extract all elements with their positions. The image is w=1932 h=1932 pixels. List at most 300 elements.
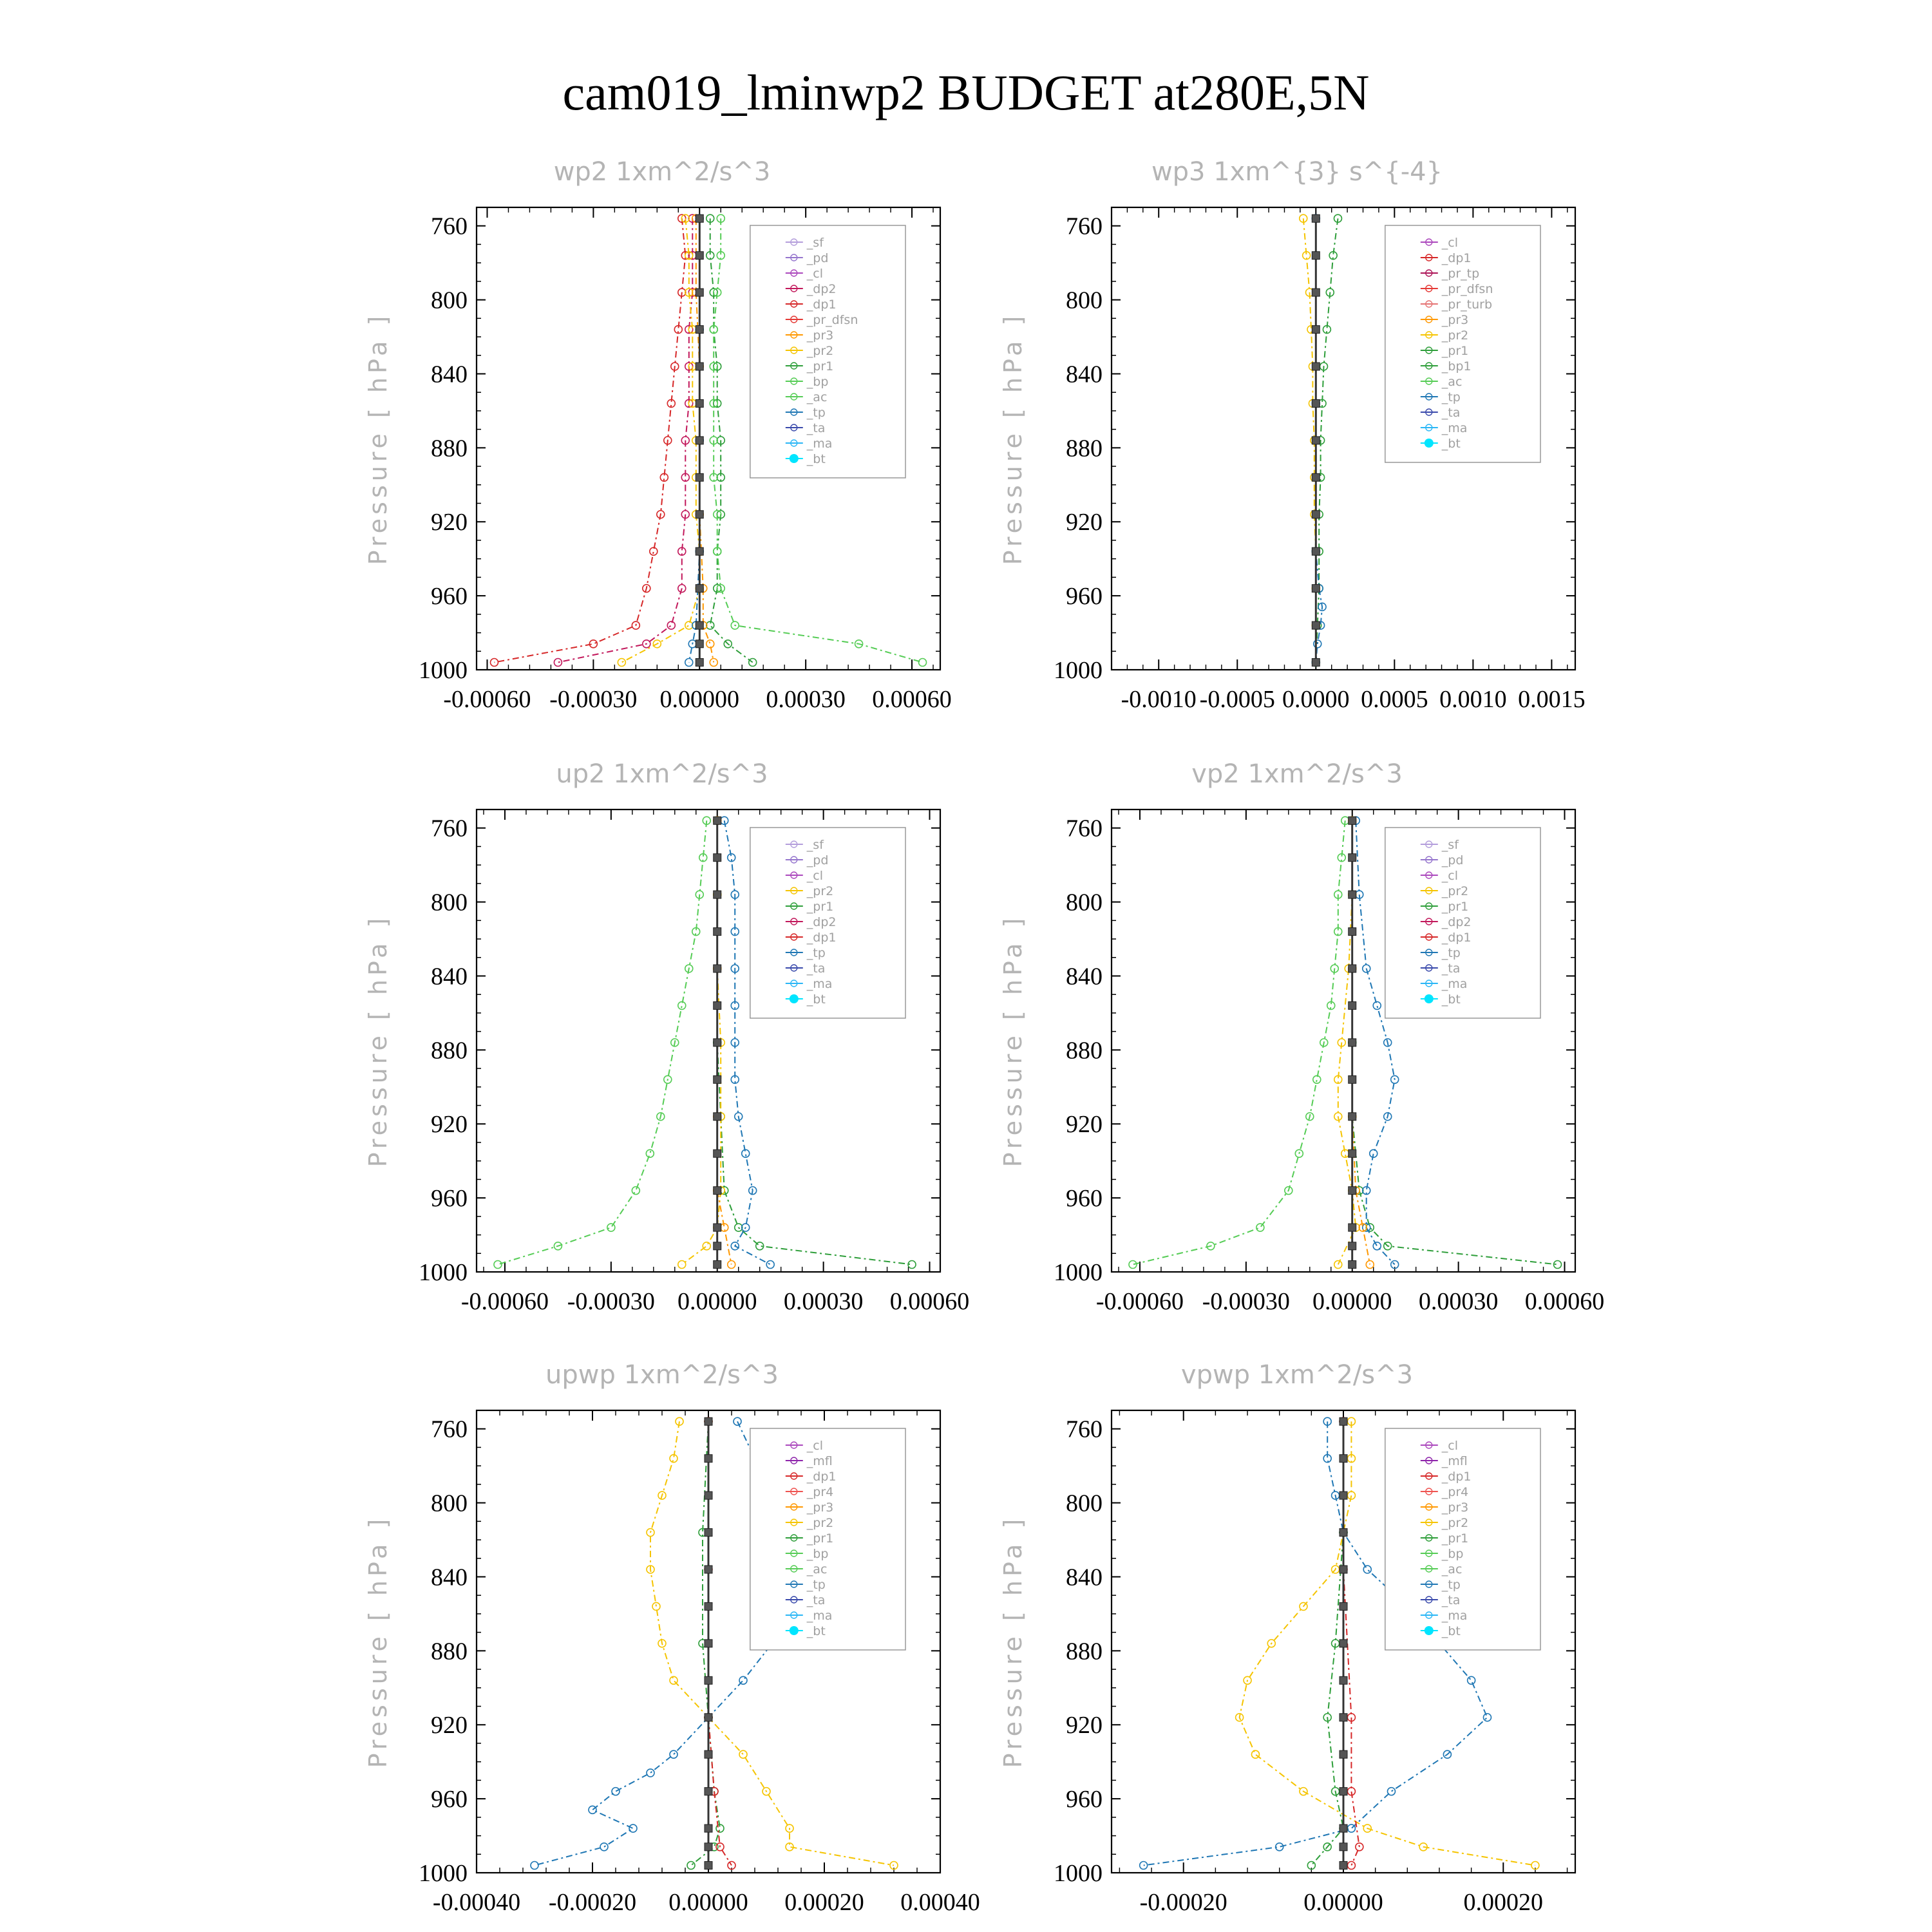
- series-point-bt: [696, 640, 703, 648]
- series-point-bt: [1312, 289, 1320, 296]
- series-point-bt: [714, 1150, 721, 1157]
- y-tick-label: 920: [1066, 509, 1103, 536]
- x-tick-label: -0.00060: [443, 686, 531, 713]
- legend-entry: _pr3: [1441, 313, 1469, 327]
- series-point-bt: [705, 1529, 712, 1537]
- legend-entry: _sf: [806, 838, 824, 852]
- legend-entry: _tp: [806, 406, 826, 420]
- y-tick-label: 920: [431, 509, 468, 536]
- legend-entry: _pr_tp: [1441, 267, 1480, 281]
- series-point-bt: [1349, 1242, 1356, 1250]
- y-tick-label: 760: [431, 815, 468, 842]
- series-point-bt: [705, 1862, 712, 1870]
- panel-title: wp3 1xm^{3} s^{-4}: [1151, 157, 1443, 187]
- series-point-bt: [705, 1843, 712, 1851]
- y-tick-label: 1000: [1054, 1860, 1103, 1887]
- series-point-bt: [1349, 1187, 1356, 1195]
- series-point-bp: [687, 1862, 695, 1870]
- y-tick-label: 800: [1066, 287, 1103, 314]
- legend-entry: _cl: [1441, 1439, 1459, 1453]
- legend-entry: _bt: [806, 1624, 826, 1638]
- series-point-bt: [1312, 585, 1320, 592]
- legend-entry: _ma: [806, 437, 833, 451]
- series-point-bt: [705, 1492, 712, 1499]
- y-tick-label: 760: [431, 1416, 468, 1443]
- series-point-bt: [696, 399, 703, 407]
- y-tick-label: 1000: [1054, 657, 1103, 684]
- legend-entry: _dp1: [1441, 931, 1472, 945]
- legend-entry: _cl: [1441, 236, 1459, 250]
- legend-entry: _pr_dfsn: [1441, 282, 1493, 296]
- series-point-pr1: [739, 1750, 747, 1758]
- legend: [750, 225, 905, 478]
- legend-entry: _dp2: [806, 282, 837, 296]
- series-line-dp1: [498, 820, 706, 1264]
- series-point-tp: [1483, 1714, 1491, 1721]
- panel-0: [364, 157, 952, 713]
- series-point-pr3: [706, 640, 714, 648]
- series-line-dp1: [495, 218, 686, 662]
- y-tick-label: 960: [1066, 1786, 1103, 1814]
- legend-entry: _ta: [1441, 1593, 1461, 1607]
- series-point-bt: [714, 965, 721, 972]
- legend-entry: _tp: [1441, 1578, 1461, 1592]
- legend-entry: _ac: [806, 1562, 828, 1577]
- legend-marker: [790, 454, 799, 463]
- legend-entry: _pr4: [1441, 1485, 1469, 1499]
- y-tick-label: 1000: [419, 1259, 468, 1286]
- y-tick-label: 920: [1066, 1712, 1103, 1739]
- series-point-bt: [696, 511, 703, 518]
- x-tick-label: 0.00020: [784, 1889, 864, 1916]
- series-point-tp: [531, 1862, 538, 1870]
- legend-marker: [1425, 1626, 1434, 1635]
- legend-entry: _mfl: [1441, 1454, 1468, 1468]
- x-tick-label: 0.00030: [783, 1288, 864, 1315]
- legend-entry: _tp: [806, 1578, 826, 1592]
- y-tick-label: 840: [431, 1564, 468, 1591]
- series-point-bt: [1340, 1492, 1347, 1499]
- series-point-tp: [1387, 1788, 1395, 1795]
- panel-title: vp2 1xm^2/s^3: [1191, 759, 1403, 789]
- x-tick-label: 0.00020: [1463, 1889, 1544, 1916]
- series-point-bt: [696, 363, 703, 370]
- panel-title: up2 1xm^2/s^3: [556, 759, 768, 789]
- series-point-bt: [696, 547, 703, 555]
- series-point-bt: [1312, 326, 1320, 334]
- y-tick-label: 1000: [1054, 1259, 1103, 1286]
- series-point-bt: [714, 854, 721, 862]
- y-tick-label: 920: [431, 1111, 468, 1139]
- x-tick-label: -0.00060: [460, 1288, 549, 1315]
- legend-entry: _cl: [806, 1439, 824, 1453]
- series-point-bt: [1340, 1843, 1347, 1851]
- legend-entry: _ma: [1441, 421, 1468, 435]
- series-point-bt: [705, 1640, 712, 1647]
- series-point-bt: [1349, 928, 1356, 936]
- series-point-bt: [714, 928, 721, 936]
- series-point-pr1: [670, 1676, 677, 1684]
- series-point-tp: [589, 1806, 596, 1814]
- legend-entry: _ta: [806, 421, 826, 435]
- series-point-bt: [1312, 621, 1320, 629]
- series-point-tp: [629, 1824, 637, 1832]
- panels: [364, 157, 1604, 1916]
- series-point-bt: [705, 1714, 712, 1721]
- legend-entry: _pr3: [806, 328, 834, 343]
- legend-entry: _pr1: [806, 1531, 834, 1546]
- series-point-bt: [1340, 1602, 1347, 1610]
- legend-entry: _pr_turb: [1441, 298, 1493, 312]
- legend-entry: _ac: [806, 390, 828, 404]
- legend-entry: _bt: [806, 992, 826, 1007]
- series-point-bt: [696, 585, 703, 592]
- y-tick-label: 920: [1066, 1111, 1103, 1139]
- series-point-dp1: [1347, 1862, 1355, 1870]
- y-tick-label: 760: [431, 213, 468, 240]
- series-point-pr2: [618, 659, 625, 667]
- series-point-pr1: [703, 1242, 710, 1250]
- x-tick-label: -0.00030: [1202, 1288, 1290, 1315]
- series-point-pr1: [1251, 1750, 1259, 1758]
- x-tick-label: 0.00060: [889, 1288, 970, 1315]
- series-point-dp2: [667, 621, 675, 629]
- series-point-bp: [919, 659, 927, 667]
- y-tick-label: 800: [431, 287, 468, 314]
- panel-5: [999, 1360, 1575, 1916]
- legend-entry: _ma: [806, 977, 833, 991]
- series-point-bt: [714, 1224, 721, 1231]
- legend-entry: _pr1: [806, 900, 834, 914]
- series-point-pr3: [710, 659, 717, 667]
- panel-title: wp2 1xm^2/s^3: [553, 157, 771, 187]
- series-point-bt: [705, 1566, 712, 1573]
- series-point-bt: [1312, 659, 1320, 667]
- series-line-dp2: [558, 218, 692, 662]
- series-point-pr1: [749, 659, 757, 667]
- series-point-dp1: [1313, 1075, 1321, 1083]
- series-point-bt: [705, 1824, 712, 1832]
- legend-entry: _bp: [806, 375, 829, 389]
- legend-entry: _cl: [1441, 869, 1459, 883]
- series-point-tp: [766, 1261, 774, 1269]
- series-point-bt: [1340, 1862, 1347, 1870]
- series-point-bt: [1312, 252, 1320, 260]
- legend-entry: _pr4: [806, 1485, 834, 1499]
- y-axis-label: Pressure [ hPa ]: [364, 914, 392, 1168]
- series-point-bt: [696, 214, 703, 222]
- legend-entry: _pr2: [806, 344, 834, 358]
- x-tick-label: -0.0010: [1121, 686, 1197, 713]
- legend-entry: _bt: [1441, 1624, 1461, 1638]
- legend-entry: _bp: [806, 1547, 829, 1561]
- x-tick-label: 0.00000: [659, 686, 740, 713]
- series-point-bt: [714, 1261, 721, 1269]
- x-tick-label: -0.0005: [1199, 686, 1275, 713]
- y-tick-label: 840: [1066, 963, 1103, 990]
- legend-entry: _cl: [806, 869, 824, 883]
- panel-title: vpwp 1xm^2/s^3: [1180, 1360, 1414, 1390]
- y-tick-label: 1000: [419, 657, 468, 684]
- x-tick-label: -0.00020: [548, 1889, 637, 1916]
- y-axis-label: Pressure [ hPa ]: [999, 914, 1027, 1168]
- series-point-tp: [685, 659, 693, 667]
- x-tick-label: -0.00030: [549, 686, 638, 713]
- legend-entry: _dp1: [806, 298, 837, 312]
- legend-entry: _bt: [806, 452, 826, 466]
- legend-entry: _bt: [1441, 437, 1461, 451]
- legend-entry: _pr3: [806, 1501, 834, 1515]
- legend-entry: _bt: [1441, 992, 1461, 1007]
- legend-entry: _pd: [806, 853, 829, 867]
- legend-entry: _pr3: [1441, 1501, 1469, 1515]
- series-point-bt: [705, 1455, 712, 1463]
- series-point-tp: [1140, 1862, 1148, 1870]
- series-point-bt: [714, 891, 721, 898]
- series-point-pr1: [678, 1261, 686, 1269]
- y-tick-label: 880: [1066, 435, 1103, 462]
- x-tick-label: 0.0000: [1282, 686, 1350, 713]
- series-point-tp: [612, 1788, 620, 1795]
- series-point-bt: [1340, 1676, 1347, 1684]
- legend: [750, 1428, 905, 1650]
- panel-1: [999, 157, 1586, 713]
- series-point-bt: [1312, 547, 1320, 555]
- legend-entry: _sf: [1441, 838, 1459, 852]
- y-tick-label: 960: [1066, 1185, 1103, 1213]
- series-point-bt: [1312, 473, 1320, 481]
- legend: [1385, 1428, 1540, 1650]
- x-tick-label: 0.00000: [1312, 1288, 1392, 1315]
- x-tick-label: 0.0005: [1361, 686, 1428, 713]
- series-point-dp1: [494, 1261, 502, 1269]
- x-tick-label: 0.00030: [1418, 1288, 1499, 1315]
- legend-entry: _tp: [806, 946, 826, 960]
- series-point-dp1: [607, 1224, 615, 1231]
- y-tick-label: 880: [431, 435, 468, 462]
- series-point-bt: [1312, 399, 1320, 407]
- legend-entry: _mfl: [806, 1454, 833, 1468]
- series-point-pr1: [652, 1602, 660, 1610]
- x-tick-label: -0.00020: [1139, 1889, 1227, 1916]
- y-tick-label: 800: [431, 1490, 468, 1517]
- legend-entry: _dp1: [1441, 251, 1472, 265]
- series-point-bt: [1349, 891, 1356, 898]
- x-tick-label: 0.0010: [1439, 686, 1507, 713]
- legend-marker: [1425, 439, 1434, 448]
- series-point-bt: [1312, 511, 1320, 518]
- series-point-bt: [705, 1417, 712, 1425]
- panel-3: [999, 759, 1604, 1315]
- legend-entry: _sf: [806, 236, 824, 250]
- series-point-tp: [1347, 1824, 1355, 1832]
- y-tick-label: 840: [1066, 361, 1103, 388]
- y-tick-label: 960: [1066, 583, 1103, 611]
- legend: [750, 828, 905, 1018]
- series-point-bt: [696, 326, 703, 334]
- x-tick-label: 0.00030: [766, 686, 846, 713]
- panel-title: upwp 1xm^2/s^3: [545, 1360, 779, 1390]
- series-point-dp1: [646, 1150, 654, 1157]
- legend-entry: _pr2: [1441, 328, 1469, 343]
- series-point-bt: [1349, 1261, 1356, 1269]
- legend-entry: _tp: [1441, 390, 1461, 404]
- legend-entry: _pr1: [1441, 344, 1469, 358]
- legend-entry: _pr1: [1441, 900, 1469, 914]
- series-point-bt: [696, 621, 703, 629]
- y-tick-label: 960: [431, 1185, 468, 1213]
- legend-entry: _bp1: [1441, 359, 1472, 374]
- y-tick-label: 960: [431, 583, 468, 611]
- y-tick-label: 920: [431, 1712, 468, 1739]
- legend-entry: _pr_dfsn: [806, 313, 858, 327]
- y-tick-label: 880: [1066, 1638, 1103, 1665]
- series-point-bt: [1312, 437, 1320, 444]
- series-point-bt: [1340, 1714, 1347, 1721]
- series-line-pr2: [621, 218, 699, 662]
- series-point-bt: [714, 1001, 721, 1009]
- legend-marker: [1425, 994, 1434, 1003]
- legend-marker: [790, 994, 799, 1003]
- series-point-bt: [1312, 214, 1320, 222]
- series-point-bt: [1340, 1417, 1347, 1425]
- series-point-bt: [714, 817, 721, 824]
- x-tick-label: 0.00060: [872, 686, 952, 713]
- legend-entry: _pd: [806, 251, 829, 265]
- legend-entry: _ta: [1441, 961, 1461, 976]
- series-point-bt: [1349, 1150, 1356, 1157]
- series-point-bt: [705, 1750, 712, 1758]
- x-tick-label: 0.00000: [677, 1288, 757, 1315]
- series-point-bt: [696, 252, 703, 260]
- legend-entry: _pr2: [1441, 884, 1469, 898]
- legend: [1385, 225, 1540, 462]
- legend-entry: _dp1: [1441, 1470, 1472, 1484]
- panel-4: [364, 1360, 980, 1916]
- legend-entry: _ma: [1441, 977, 1468, 991]
- series-point-bt: [714, 1039, 721, 1046]
- legend-entry: _pr2: [806, 1516, 834, 1530]
- series-point-bt: [1349, 965, 1356, 972]
- series-point-bt: [696, 437, 703, 444]
- series-point-dp1: [1256, 1224, 1264, 1231]
- x-tick-label: 0.0015: [1518, 686, 1586, 713]
- y-axis-label: Pressure [ hPa ]: [999, 312, 1027, 565]
- y-tick-label: 760: [1066, 213, 1103, 240]
- panel-2: [364, 759, 969, 1315]
- x-tick-label: -0.00040: [432, 1889, 521, 1916]
- y-tick-label: 840: [431, 963, 468, 990]
- series-point-bt: [714, 1075, 721, 1083]
- series-point-bt: [1340, 1788, 1347, 1795]
- legend-entry: _cl: [806, 267, 824, 281]
- y-tick-label: 880: [1066, 1037, 1103, 1065]
- series-point-bt: [1340, 1566, 1347, 1573]
- x-tick-label: -0.00030: [567, 1288, 655, 1315]
- y-axis-label: Pressure [ hPa ]: [364, 312, 392, 565]
- y-tick-label: 840: [431, 361, 468, 388]
- x-tick-label: -0.00060: [1095, 1288, 1184, 1315]
- x-tick-label: 0.00000: [668, 1889, 748, 1916]
- legend-entry: _ma: [1441, 1609, 1468, 1623]
- legend-entry: _ac: [1441, 375, 1463, 389]
- series-point-bt: [696, 289, 703, 296]
- series-point-dp2: [554, 659, 562, 667]
- legend-entry: _pr2: [1441, 1516, 1469, 1530]
- y-tick-label: 800: [431, 889, 468, 916]
- series-point-dp1: [650, 547, 658, 555]
- legend-entry: _bp: [1441, 1547, 1464, 1561]
- legend-entry: _ma: [806, 1609, 833, 1623]
- series-point-pr1: [1334, 1261, 1342, 1269]
- series-point-bt: [696, 473, 703, 481]
- series-point-tp: [647, 1769, 654, 1777]
- x-tick-label: 0.00060: [1524, 1288, 1605, 1315]
- series-point-bt: [1349, 1039, 1356, 1046]
- series-point-bt: [1349, 817, 1356, 824]
- series-point-bt: [1349, 1113, 1356, 1121]
- series-point-bt: [714, 1187, 721, 1195]
- legend-entry: _tp: [1441, 946, 1461, 960]
- legend-marker: [790, 1626, 799, 1635]
- series-point-dp1: [490, 659, 498, 667]
- legend-entry: _ta: [806, 1593, 826, 1607]
- series-point-bt: [1340, 1824, 1347, 1832]
- y-tick-label: 760: [1066, 1416, 1103, 1443]
- y-tick-label: 960: [431, 1786, 468, 1814]
- series-point-tp: [670, 1750, 677, 1758]
- series-point-bt: [1340, 1640, 1347, 1647]
- series-point-tp: [1373, 1242, 1381, 1250]
- series-point-bt: [1349, 1224, 1356, 1231]
- y-tick-label: 880: [431, 1638, 468, 1665]
- legend-entry: _pr1: [1441, 1531, 1469, 1546]
- series-point-pr2: [1366, 1261, 1374, 1269]
- series-point-tp: [1363, 1566, 1371, 1573]
- series-point-dp1: [632, 1187, 639, 1195]
- legend-entry: _ac: [1441, 1562, 1463, 1577]
- series-point-bt: [1340, 1529, 1347, 1537]
- series-point-tp: [1373, 1001, 1381, 1009]
- legend-entry: _ta: [1441, 406, 1461, 420]
- series-point-bt: [1349, 1001, 1356, 1009]
- legend-entry: _pr1: [806, 359, 834, 374]
- legend-entry: _dp2: [1441, 915, 1472, 929]
- series-point-bt: [705, 1602, 712, 1610]
- series-point-bt: [1349, 854, 1356, 862]
- legend-entry: _pr2: [806, 884, 834, 898]
- series-point-bt: [1340, 1750, 1347, 1758]
- series-point-pr2: [728, 1261, 735, 1269]
- legend-entry: _pd: [1441, 853, 1464, 867]
- series-point-bt: [1340, 1455, 1347, 1463]
- y-tick-label: 880: [431, 1037, 468, 1065]
- x-tick-label: 0.00000: [1303, 1889, 1383, 1916]
- series-point-bt: [705, 1676, 712, 1684]
- y-tick-label: 800: [1066, 1490, 1103, 1517]
- legend-entry: _dp1: [806, 1470, 837, 1484]
- y-tick-label: 1000: [419, 1860, 468, 1887]
- x-tick-label: 0.00040: [900, 1889, 980, 1916]
- legend-entry: _dp1: [806, 931, 837, 945]
- series-point-tp: [1468, 1676, 1475, 1684]
- y-tick-label: 800: [1066, 889, 1103, 916]
- series-point-bt: [1312, 363, 1320, 370]
- series-line-dp1: [1133, 820, 1345, 1264]
- series-point-bt: [696, 659, 703, 667]
- series-point-bt: [705, 1788, 712, 1795]
- series-point-bt: [714, 1242, 721, 1250]
